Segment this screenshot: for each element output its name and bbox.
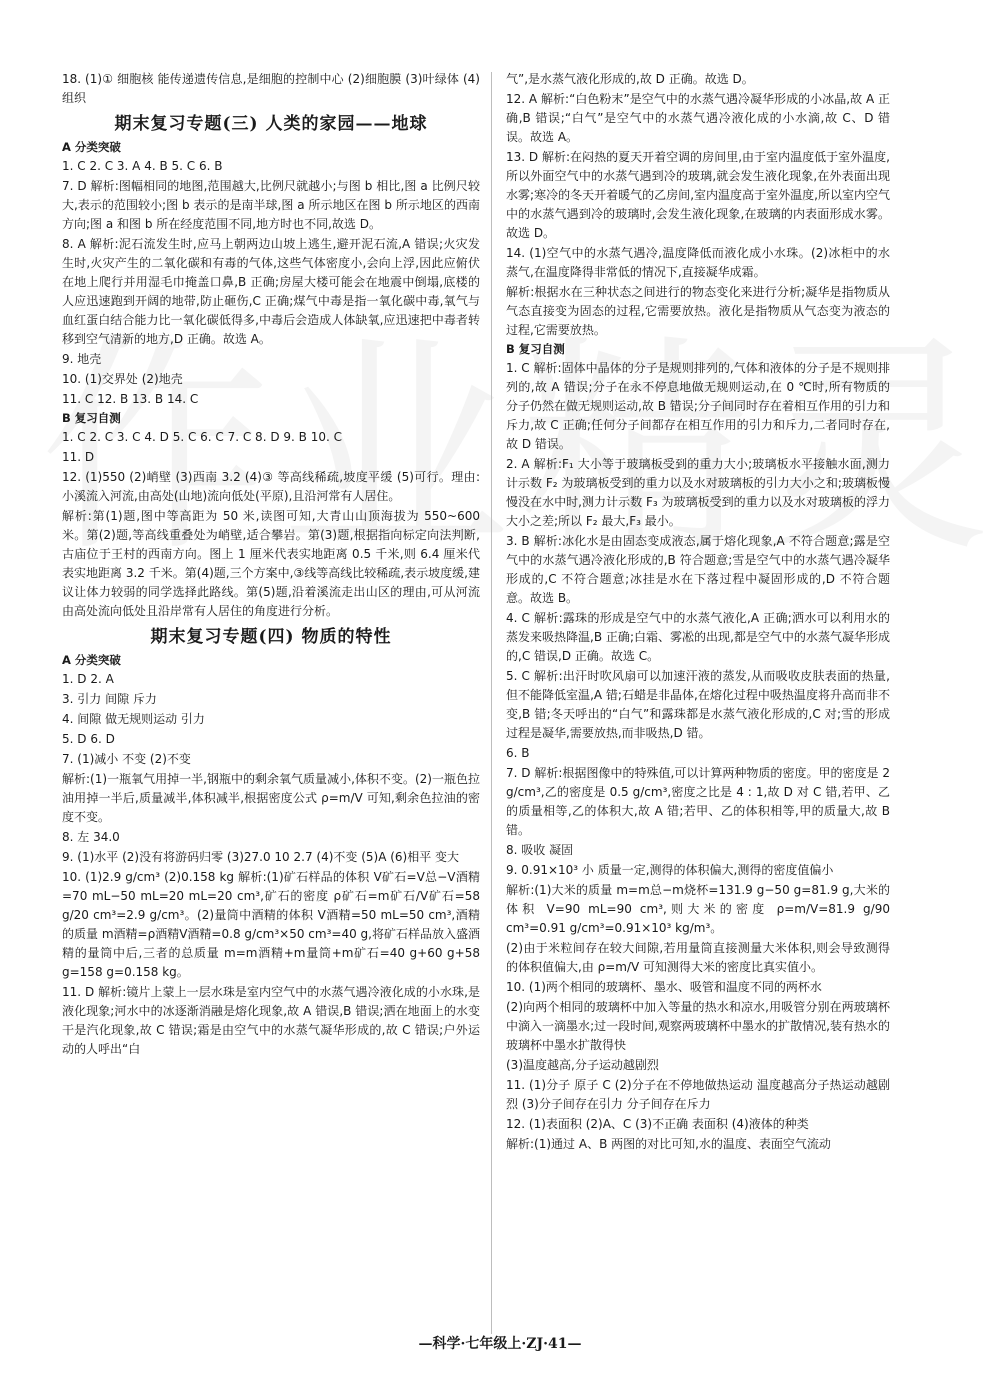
answer-paragraph: 12. A 解析:“白色粉末”是空气中的水蒸气遇冷凝华形成的小冰晶,故 A 正确,B 错误;“白气”是空气中的水蒸气遇冷液化成的小水滴,故 C、D 错误。故选 A。	[506, 92, 890, 144]
answer-paragraph: 8. 吸收 凝固	[506, 843, 574, 857]
section-title: 期末复习专题(四) 物质的特性	[150, 627, 392, 647]
page-footer: —科学·七年级上·ZJ·41—	[418, 1336, 582, 1352]
answer-paragraph: 18. (1)① 细胞核 能传递遗传信息,是细胞的控制中心 (2)细胞膜 (3)叶绿体 (4)组织	[62, 72, 480, 105]
answer-paragraph: 7. D 解析:图幅相同的地图,范围越大,比例尺就越小;与图 b 相比,图 a 比例尺较大,表示的范围较小;图 b 表示的是南半球,图 a 所示地区在图 b 所示地区的西南方向;图 a 和图 b 所在经度范围不同,地方时也不同,故选 D。	[62, 179, 480, 231]
answer-paragraph: 解析:第(1)题,图中等高距为 50 米,读图可知,大青山山顶海拔为 550~600 米。第(2)题,等高线重叠处为峭壁,适合攀岩。第(3)题,根据指向标定向法判断,古庙位于王村的西南方向。图上 1 厘米代表实地距离 0.5 千米,则 6.4 厘米代表实地距离 3.2 千米。第(4)题,三个方案中,③线等高线比较稀疏,表示坡度缓,建议让体力较弱的同学选择此路线。第(5)题,沿着溪流走出山区的理由,可从河流由高处流向低处且沿岸常有人居住的角度进行分析。	[62, 509, 480, 618]
section-title: 期末复习专题(三) 人类的家园——地球	[114, 114, 428, 134]
answer-paragraph: 1. C 2. C 3. A 4. B 5. C 6. B	[62, 159, 223, 173]
answer-paragraph: 9. 地壳	[62, 352, 102, 366]
answer-paragraph: 3. B 解析:冰化水是由固态变成液态,属于熔化现象,A 不符合题意;露是空气中的水蒸气遇冷液化形成的,B 符合题意;雪是空气中的水蒸气遇冷凝华形成的,C 不符合题意;冰挂是水在下落过程中凝固形成的,D 不符合题意。故选 B。	[506, 534, 890, 605]
answer-paragraph: 8. 左 34.0	[62, 830, 120, 844]
answer-paragraph: 10. (1)交界处 (2)地壳	[62, 372, 183, 386]
answer-paragraph: 11. D	[62, 450, 95, 464]
answer-paragraph: 4. 间隙 做无规则运动 引力	[62, 712, 205, 726]
answer-paragraph: 解析:(1)大米的质量 m=m总−m烧杯=131.9 g−50 g=81.9 g,大米的体积 V=90 mL=90 cm³,则大米的密度 ρ=m/V=81.9 g/90 cm³=0.91 g/cm³=0.91×10³ kg/m³。	[506, 883, 890, 935]
answer-paragraph: 7. D 解析:根据图像中的特殊值,可以计算两种物质的密度。甲的密度是 2 g/cm³,乙的密度是 0.5 g/cm³,密度之比是 4 : 1,故 D 对 C 错,若甲、乙的质量相等,乙的体积大,故 A 错;若甲、乙的体积相等,甲的质量大,故 B 错。	[506, 766, 890, 837]
answer-paragraph: 12. (1)表面积 (2)A、C (3)不正确 表面积 (4)液体的种类	[506, 1117, 809, 1131]
answer-paragraph: (2)向两个相同的玻璃杯中加入等量的热水和凉水,用吸管分别在两玻璃杯中滴入一滴墨水;过一段时间,观察两玻璃杯中墨水的扩散情况,装有热水的玻璃杯中墨水扩散得快	[506, 1000, 890, 1052]
answer-paragraph: 2. A 解析:F₁ 大小等于玻璃板受到的重力大小;玻璃板水平接触水面,测力计示数 F₂ 为玻璃板受到的重力以及水对玻璃板的引力大小之和;玻璃板慢慢没在水中时,测力计示数 F₃ 为玻璃板受到的重力以及水对玻璃板的浮力大小之差;所以 F₂ 最大,F₃ 最小。	[506, 457, 890, 528]
answer-paragraph: 3. 引力 间隙 斥力	[62, 692, 157, 706]
answer-paragraph: 11. C 12. B 13. B 14. C	[62, 392, 199, 406]
answer-paragraph: 7. (1)减小 不变 (2)不变	[62, 752, 191, 766]
column-divider	[491, 72, 492, 1334]
answer-paragraph: 9. 0.91×10³ 小 质量一定,测得的体积偏大,测得的密度值偏小	[506, 863, 834, 877]
subsection-label: B 复习自测	[62, 411, 121, 425]
answer-paragraph: 1. C 解析:固体中晶体的分子是规则排列的,气体和液体的分子是不规则排列的,故 A 错误;分子在永不停息地做无规则运动,在 0 ℃时,所有物质的分子仍然在做无规则运动,故 B 错误;分子间同时存在着相互作用的引力和斥力,故 C 正确;任何分子间都存在相互作用的引力和斥力,二者同时存在,故 D 错误。	[506, 361, 890, 451]
answer-paragraph: (3)温度越高,分子运动越剧烈	[506, 1058, 659, 1072]
answer-paragraph: 11. D 解析:镜片上蒙上一层水珠是室内空气中的水蒸气遇冷液化成的小水珠,是液化现象;河水中的冰逐渐消融是熔化现象,故 A 错误,B 错误;洒在地面上的水变干是汽化现象,故 C 错误;霜是由空气中的水蒸气凝华形成的,故 C 错误;户外运动的人呼出“白	[62, 985, 480, 1056]
answer-paragraph: 13. D 解析:在闷热的夏天开着空调的房间里,由于室内温度低于室外温度,所以外面空气中的水蒸气遇到冷的玻璃,就会发生液化现象,在外表面出现水雾;寒冷的冬天开着暖气的乙房间,室内温度高于室外温度,所以室内空气中的水蒸气遇到冷的玻璃时,会发生液化现象,在玻璃的内表面形成水雾。故选 D。	[506, 150, 890, 240]
answer-paragraph: 11. (1)分子 原子 C (2)分子在不停地做热运动 温度越高分子热运动越剧烈 (3)分子间存在引力 分子间存在斥力	[506, 1078, 890, 1111]
answer-paragraph: 1. D 2. A	[62, 672, 114, 686]
answer-paragraph: 解析:根据水在三种状态之间进行的物态变化来进行分析;凝华是指物质从气态直接变为固态的过程,它需要放热。液化是指物质从气态变为液态的过程,它需要放热。	[506, 285, 890, 337]
answer-paragraph: 10. (1)两个相同的玻璃杯、墨水、吸管和温度不同的两杯水	[506, 980, 822, 994]
answer-paragraph: (2)由于米粒间存在较大间隙,若用量筒直接测量大米体积,则会导致测得的体积值偏大,由 ρ=m/V 可知测得大米的密度比真实值小。	[506, 941, 890, 974]
answer-paragraph: 10. (1)2.9 g/cm³ (2)0.158 kg 解析:(1)矿石样品的体积 V矿石=V总−V酒精=70 mL−50 mL=20 mL=20 cm³,矿石的密度 ρ矿石=m矿石/V矿石=58 g/20 cm³=2.9 g/cm³。(2)量筒中酒精的体积 V酒精=50 mL=50 cm³,酒精的质量 m酒精=ρ酒精V酒精=0.8 g/cm³×50 cm³=40 g,将矿石样品放入盛酒精的量筒中后,三者的总质量 m=m酒精+m量筒+m矿石=40 g+60 g+58 g=158 g=0.158 kg。	[62, 870, 480, 979]
answer-paragraph: 9. (1)水平 (2)没有将游码归零 (3)27.0 10 2.7 (4)不变 (5)A (6)相平 变大	[62, 850, 460, 864]
answer-paragraph: 12. (1)550 (2)峭壁 (3)西南 3.2 (4)③ 等高线稀疏,坡度平缓 (5)可行。理由:小溪流入河流,由高处(山地)流向低处(平原),且沿河常有人居住。	[62, 470, 480, 503]
subsection-label: A 分类突破	[62, 653, 121, 667]
subsection-label: B 复习自测	[506, 342, 565, 356]
answer-paragraph: 4. C 解析:露珠的形成是空气中的水蒸气液化,A 正确;洒水可以利用水的蒸发来吸热降温,B 正确;白霜、雾凇的出现,都是空气中的水蒸气凝华形成的,C 错误,D 正确。故选 C。	[506, 611, 890, 663]
left-column	[62, 70, 480, 1060]
answer-paragraph: 气”,是水蒸气液化形成的,故 D 正确。故选 D。	[506, 72, 754, 86]
answer-paragraph: 5. D 6. D	[62, 732, 115, 746]
answer-paragraph: 14. (1)空气中的水蒸气遇冷,温度降低而液化成小水珠。(2)冰柜中的水蒸气,在温度降得非常低的情况下,直接凝华成霜。	[506, 246, 890, 279]
right-column	[506, 70, 890, 1155]
answer-paragraph: 解析:(1)一瓶氧气用掉一半,钢瓶中的剩余氧气质量减小,体积不变。(2)一瓶色拉油用掉一半后,质量减半,体积减半,根据密度公式 ρ=m/V 可知,剩余色拉油的密度不变。	[62, 772, 480, 824]
answer-paragraph: 6. B	[506, 746, 530, 760]
subsection-label: A 分类突破	[62, 140, 121, 154]
answer-paragraph: 8. A 解析:泥石流发生时,应马上朝两边山坡上逃生,避开泥石流,A 错误;火灾发生时,火灾产生的二氧化碳和有毒的气体,这些气体密度小,会向上浮,因此应俯伏在地上爬行并用湿毛巾掩盖口鼻,B 正确;房屋大楼可能会在地震中倒塌,底楼的人应迅速跑到开阔的地带,防止砸伤,C 正确;煤气中毒是指一氧化碳中毒,氧气与血红蛋白结合能力比一氧化碳低得多,中毒后会造成人体缺氧,应迅速把中毒者转移到空气清新的地方,D 正确。故选 A。	[62, 237, 480, 346]
answer-paragraph: 1. C 2. C 3. C 4. D 5. C 6. C 7. C 8. D 9. B 10. C	[62, 430, 342, 444]
answer-paragraph: 解析:(1)通过 A、B 两图的对比可知,水的温度、表面空气流动	[506, 1137, 831, 1151]
answer-paragraph: 5. C 解析:出汗时吹风扇可以加速汗液的蒸发,从而吸收皮肤表面的热量,但不能降低室温,A 错;石蜡是非晶体,在熔化过程中吸热温度将升高而非不变,B 错;冬天呼出的“白气”和露珠都是水蒸气液化形成的,C 对;雪的形成过程是凝华,需要放热,而非吸热,D 错。	[506, 669, 890, 740]
